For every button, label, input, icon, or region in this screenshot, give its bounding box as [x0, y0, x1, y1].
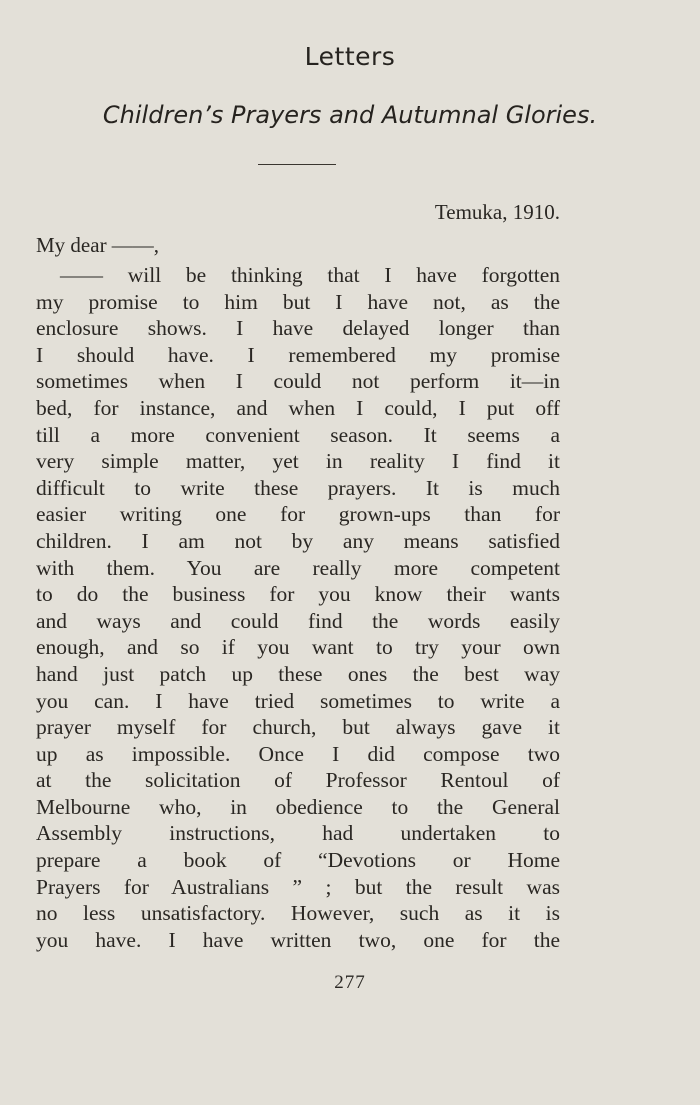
body-line: till a more convenient season. It seems a — [36, 422, 560, 447]
body-line: hand just patch up these ones the best way — [36, 661, 560, 686]
body-line: no less unsatisfactory. However, such as it is — [36, 901, 560, 926]
body-line: bed, for instance, and when I could, I put off — [36, 395, 560, 420]
body-line: enclosure shows. I have delayed longer than — [36, 316, 560, 341]
body-line: children. I am not by any means satisfied — [36, 528, 560, 553]
body-line: —— will be thinking that I have forgotten — [60, 263, 560, 287]
body-line: sometimes when I could not perform it—in — [36, 369, 560, 394]
running-head: Letters — [304, 42, 396, 71]
letter-salutation: My dear ——, — [36, 233, 160, 257]
body-line: to do the business for you know their wants — [36, 582, 560, 607]
body-line: Assembly instructions, had undertaken to — [36, 821, 560, 846]
body-line: prepare a book of “Devotions or Home — [36, 848, 560, 873]
body-line: up as impossible. Once I did compose two — [36, 741, 560, 766]
chapter-title: Children’s Prayers and Autumnal Glories. — [102, 101, 598, 129]
body-line: very simple matter, yet in reality I find it — [36, 449, 560, 474]
body-line: my promise to him but I have not, as the — [36, 289, 560, 314]
body-line: at the solicitation of Professor Rentoul of — [36, 768, 560, 793]
body-line: difficult to write these prayers. It is much — [36, 475, 560, 500]
body-line: and ways and could find the words easily — [36, 608, 560, 633]
title-rule — [258, 164, 336, 165]
body-line: prayer myself for church, but always gave it — [36, 715, 560, 740]
body-line: I should have. I remembered my promise — [36, 342, 560, 367]
body-line: Melbourne who, in obedience to the General — [36, 794, 560, 819]
body-line: with them. You are really more competent — [36, 555, 560, 580]
body-line: you have. I have written two, one for the — [36, 927, 560, 952]
body-line: enough, and so if you want to try your own — [36, 635, 560, 660]
body-line: easier writing one for grown-ups than for — [36, 502, 560, 527]
body-line: Prayers for Australians ” ; but the result was — [36, 874, 560, 899]
body-line: you can. I have tried sometimes to write a — [36, 688, 560, 713]
letter-dateline: Temuka, 1910. — [434, 200, 560, 224]
page-number: 277 — [334, 972, 366, 993]
letter-body — [36, 262, 560, 953]
